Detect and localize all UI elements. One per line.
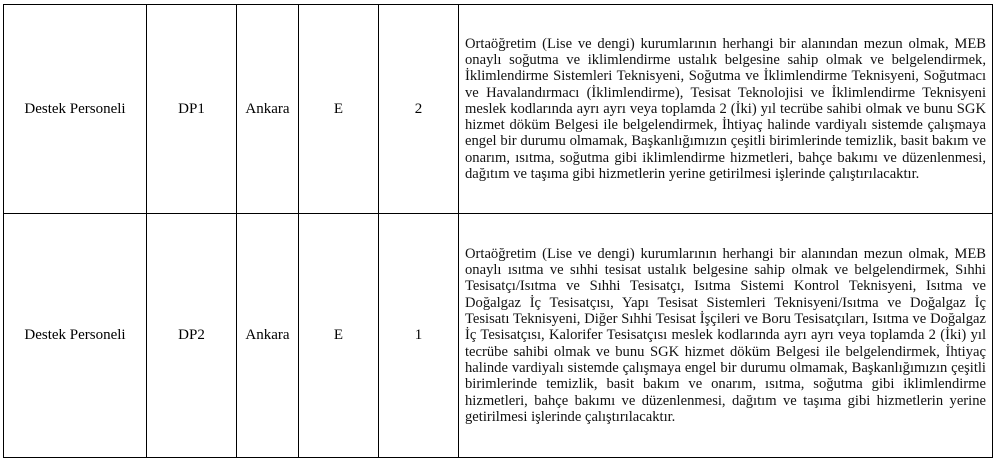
code-cell: DP2 — [147, 214, 237, 458]
requirements-cell: Ortaöğretim (Lise ve dengi) kurumlarının herhangi bir alanından mezun olmak, MEB onaylı ısıtma ve sıhhi tesisat ustalık belgesine sahip olmak ve belgelendirmek, Sıhhi Tesisatçı/Isıtma ve Sıhhi Tesisatçı, Isıtma Sistemi Kontrol Teknisyeni, Isıtma ve Doğalgaz İç Tesisatçısı, Yapı Tesisat Sistemleri Teknisyeni/Isıtma ve Doğalgaz İç Tesisatı Teknisyeni, Diğer Sıhhi Tesisat İşçileri ve Boru Tesisatçıları, Isıtma ve Doğalgaz İç Tesisatçısı, Kalorifer Tesisatçısı meslek kodlarında ayrı ayrı veya toplamda 2 (İki) yıl tecrübe sahibi olmak ve bunu SGK hizmet döküm Belgesi ile belgelendirmek, İhtiyaç halinde vardiyalı sistemde çalışmaya engel bir durumu olmamak, Başkanlığımızın çeşitli birimlerinde temizlik, basit bakım ve onarım, ısıtma, soğutma gibi iklimlendirme hizmetleri, bahçe bakımı ve düzenlenmesi, dağıtım ve taşıma gibi hizmetlerin yerine getirilmesi işlerinde çalıştırılacaktır. — [459, 214, 993, 458]
requirements-cell: Ortaöğretim (Lise ve dengi) kurumlarının herhangi bir alanından mezun olmak, MEB onaylı soğutma ve iklimlendirme ustalık belgesine sahip olmak ve belgelendirmek, İklimlendirme Sistemleri Teknisyeni, Soğutma ve İklimlendirme Teknisyeni, Soğutmacı ve Havalandırmacı (İklimlendirme), Tesisat Teknolojisi ve İklimlendirme Teknisyeni meslek kodlarında ayrı ayrı veya toplamda 2 (İki) yıl tecrübe sahibi olmak ve bunu SGK hizmet döküm Belgesi ile belgelendirmek, İhtiyaç halinde vardiyalı sistemde çalışmaya engel bir durumu olmamak, Başkanlığımızın çeşitli birimlerinde temizlik, basit bakım ve onarım, ısıtma, soğutma gibi iklimlendirme hizmetleri, bahçe bakımı ve düzenlenmesi, dağıtım ve taşıma gibi hizmetlerin yerine getirilmesi işlerinde çalıştırılacaktır. — [459, 5, 993, 214]
position-cell: Destek Personeli — [4, 5, 147, 214]
position-cell: Destek Personeli — [4, 214, 147, 458]
positions-table — [3, 4, 993, 458]
table-row — [4, 214, 993, 458]
gender-cell: E — [299, 5, 379, 214]
count-cell: 2 — [379, 5, 459, 214]
count-cell: 1 — [379, 214, 459, 458]
gender-cell: E — [299, 214, 379, 458]
table-row — [4, 5, 993, 214]
city-cell: Ankara — [237, 5, 299, 214]
city-cell: Ankara — [237, 214, 299, 458]
code-cell: DP1 — [147, 5, 237, 214]
